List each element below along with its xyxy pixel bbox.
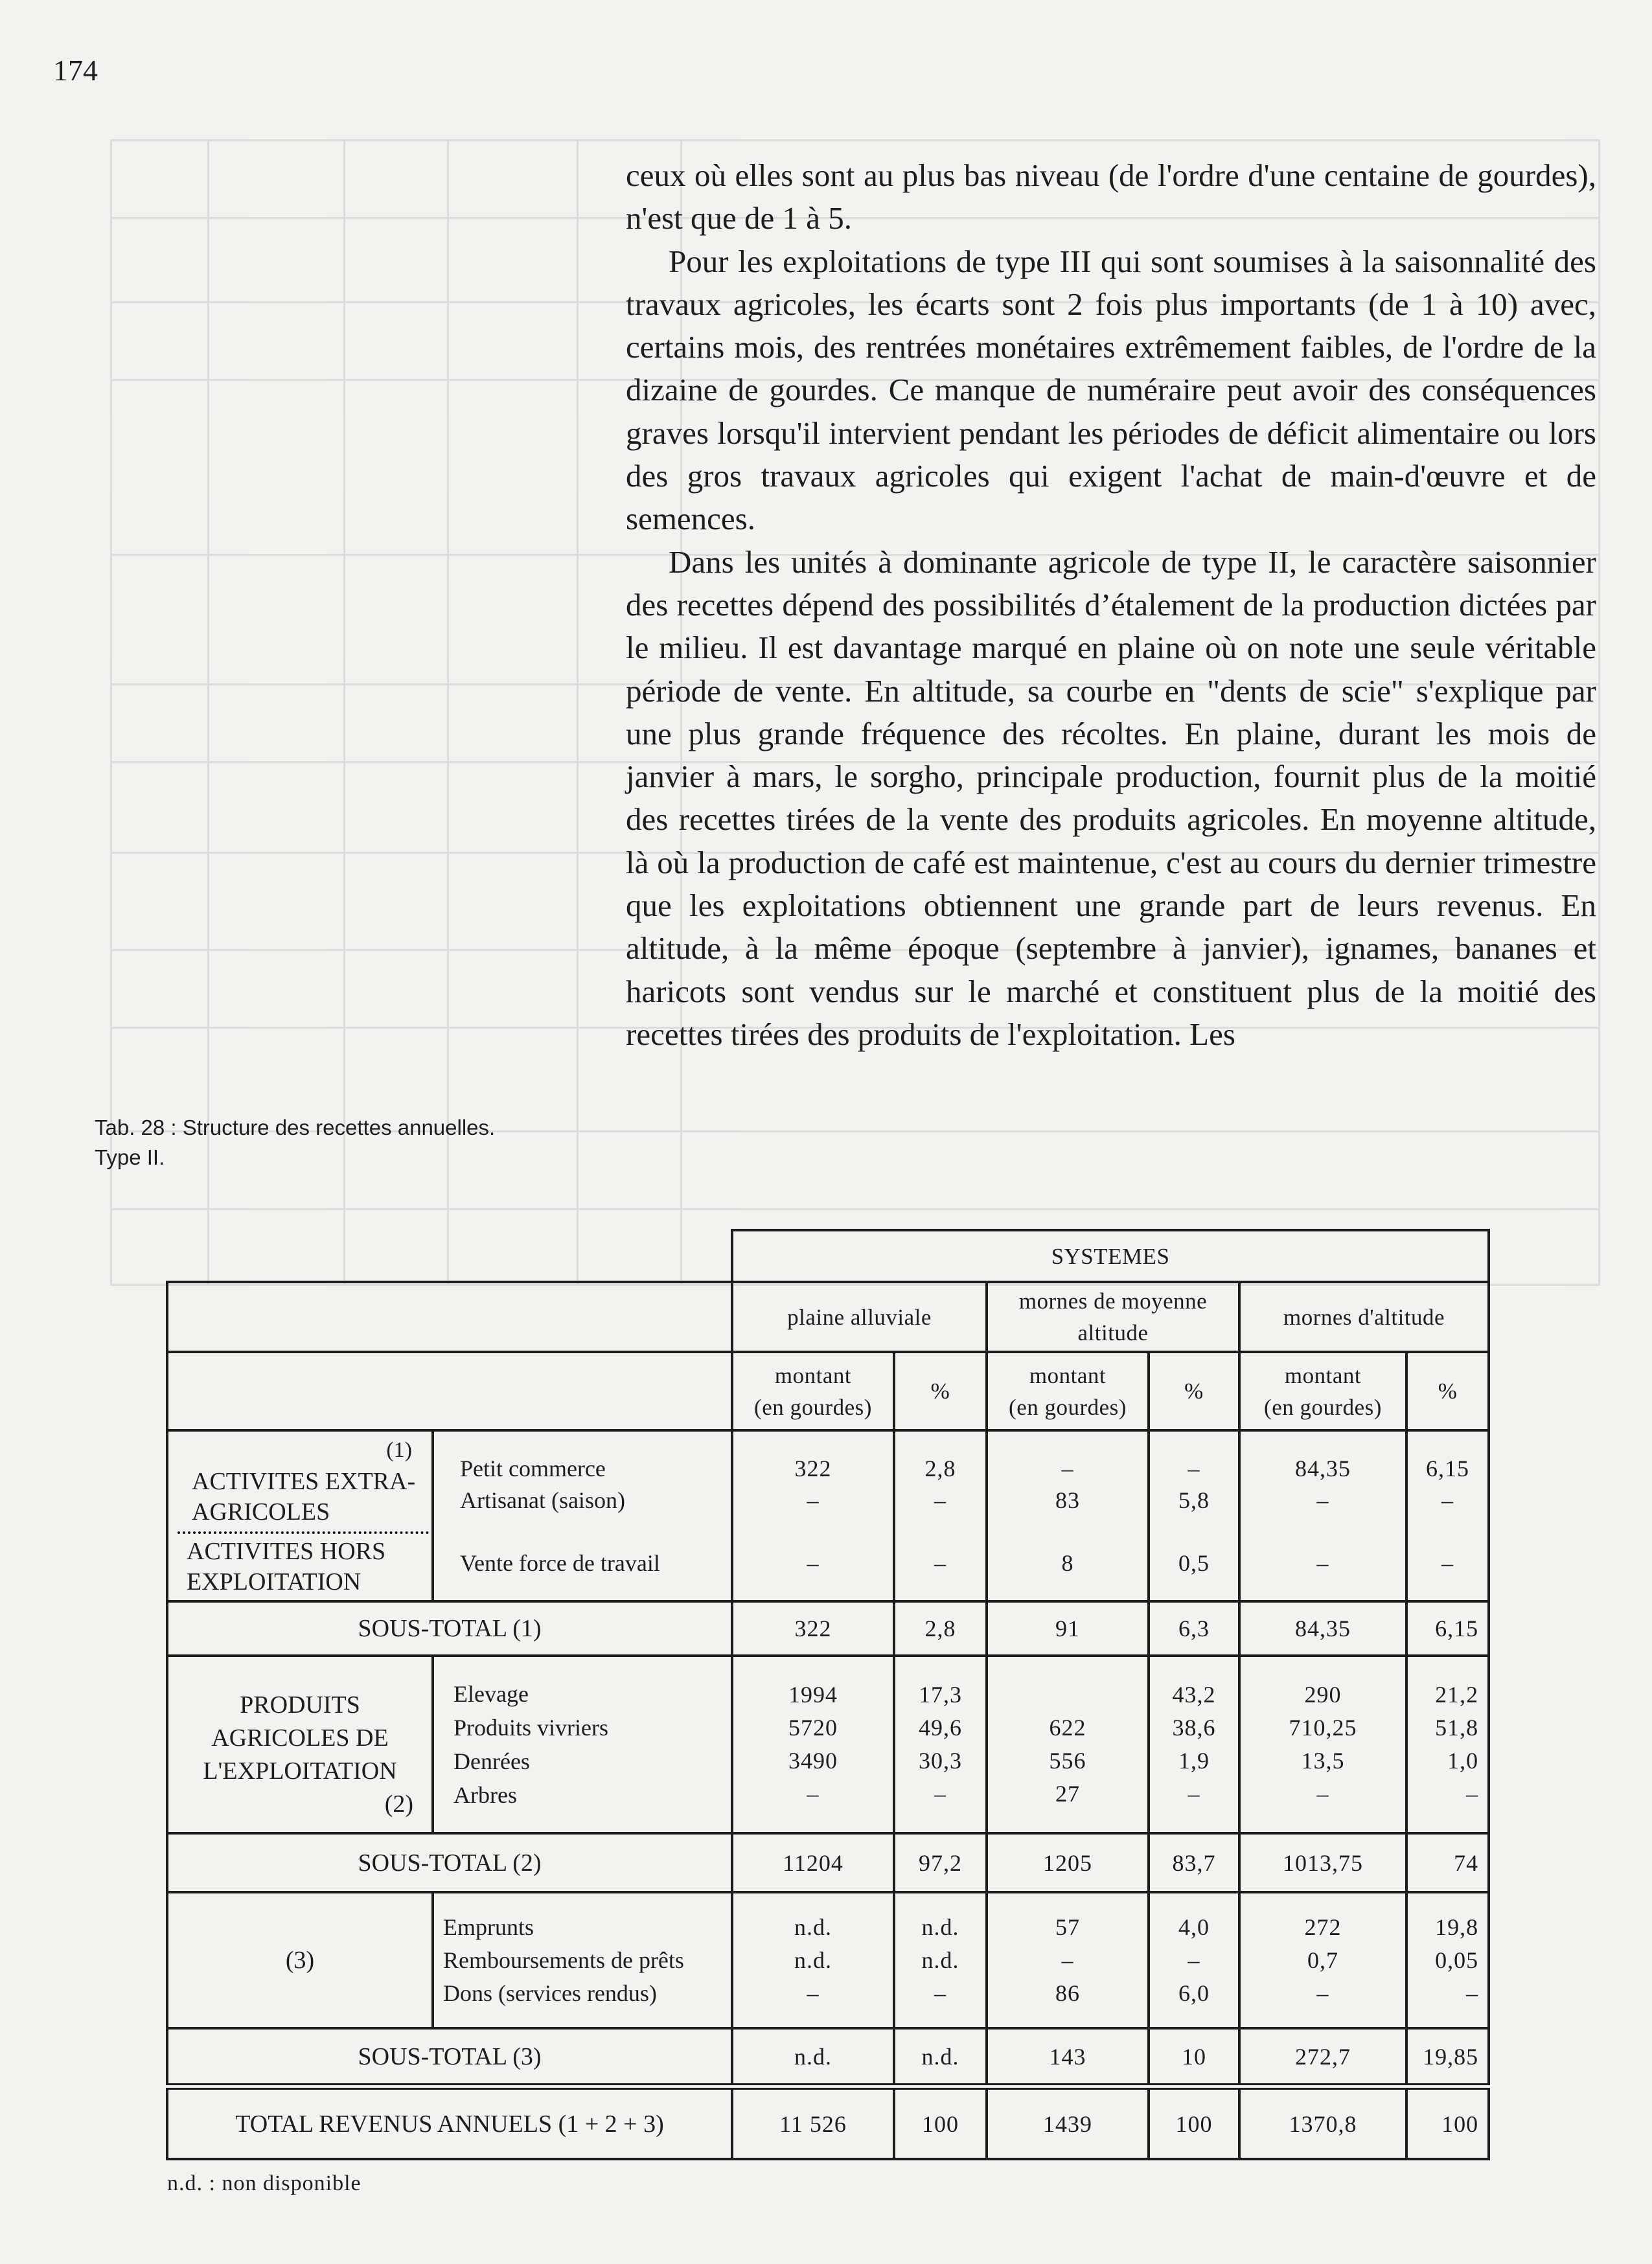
units-row (167, 1352, 1489, 1430)
subtotal2-label: SOUS-TOTAL (2) (167, 1833, 732, 1892)
systemes-header-row (167, 1230, 1489, 1282)
subtotal1-row (167, 1601, 1489, 1656)
group2-items: Elevage Produits vivriers Denrées Arbres (433, 1656, 732, 1833)
group3-plaine-montant: n.d. n.d. – (732, 1892, 894, 2028)
montant-header-plaine: montant (en gourdes) (732, 1352, 894, 1430)
subtotal3-plaine-percent: n.d. (894, 2028, 987, 2087)
group2-altitude-montant: 290 710,25 13,5 – (1239, 1656, 1406, 1833)
group1-altitude-montant: 84,35 – – (1239, 1430, 1406, 1601)
subtotal3-moyenne-percent: 10 (1149, 2028, 1239, 2087)
subtotal2-moyenne-percent: 83,7 (1149, 1833, 1239, 1892)
group3-moyenne-percent: 4,0 – 6,0 (1149, 1892, 1239, 2028)
paragraph-2: Pour les exploitations de type III qui sont soumises à la saisonnalité des travaux agricoles, les écarts sont 2 fois plus importants (de 1 à 10) avec, certains mois, des rentrées monétaires extrêmement faibles, de l'ordre de la dizaine de gourdes. Ce manque de numéraire peut avoir des conséquences graves lorsqu'il intervient pendant les périodes de déficit alimentaire ou lors des gros travaux agricoles qui exigent l'achat de main-d'œuvre et de semences. (626, 243, 1596, 537)
subtotal1-moyenne-percent: 6,3 (1149, 1601, 1239, 1656)
group1-plaine-percent: 2,8 – – (894, 1430, 987, 1601)
percent-header-altitude: % (1406, 1352, 1489, 1430)
caption-line-1: Tab. 28 : Structure des recettes annuelles. (95, 1115, 496, 1139)
total-moyenne-montant: 1439 (987, 2087, 1149, 2159)
subtotal1-label: SOUS-TOTAL (1) (167, 1601, 732, 1656)
subtotal2-altitude-montant: 1013,75 (1239, 1833, 1406, 1892)
total-plaine-percent: 100 (894, 2087, 987, 2159)
subtotal2-altitude-percent: 74 (1406, 1833, 1489, 1892)
group3-items: Emprunts Remboursements de prêts Dons (services rendus) (433, 1892, 732, 2028)
group2-plaine-percent: 17,3 49,6 30,3 – (894, 1656, 987, 1833)
group3-altitude-montant: 272 0,7 – (1239, 1892, 1406, 2028)
total-row (167, 2087, 1489, 2159)
caption-line-2: Type II. (95, 1145, 165, 1169)
subtotal2-plaine-percent: 97,2 (894, 1833, 987, 1892)
subtotal2-plaine-montant: 11204 (732, 1833, 894, 1892)
subtotal1-plaine-montant: 322 (732, 1601, 894, 1656)
body-text (626, 154, 1596, 1056)
total-moyenne-percent: 100 (1149, 2087, 1239, 2159)
subtotal3-row (167, 2028, 1489, 2087)
group2-moyenne-montant: 622 556 27 (987, 1656, 1149, 1833)
subtotal3-plaine-montant: n.d. (732, 2028, 894, 2087)
subtotal1-altitude-montant: 84,35 (1239, 1601, 1406, 1656)
footnote: n.d. : non disponible (167, 2171, 361, 2195)
total-label: TOTAL REVENUS ANNUELS (1 + 2 + 3) (167, 2087, 732, 2159)
paragraph-3: Dans les unités à dominante agricole de type II, le caractère saisonnier des recettes dépend des possibilités d’étalement de la production dictées par le milieu. Il est davantage marqué en plaine où on note une seule véritable période de vente. En altitude, sa courbe en "dents de scie" s'explique par une plus grande fréquence des récoltes. En plaine, durant les mois de janvier à mars, le sorgho, principale production, fournit plus de la moitié des recettes tirées de la vente des produits agricoles. En moyenne altitude, là où la production de café est maintenue, c'est au cours du dernier trimestre que les exploitations obtiennent une grande part de leurs revenus. En altitude, à la même époque (septembre à janvier), ignames, bananes et haricots sont vendus sur le marché et constituent plus de la moitié des recettes tirées des produits de l'exploitation. Les (626, 543, 1596, 1052)
montant-header-moyenne: montant (en gourdes) (987, 1352, 1149, 1430)
subtotal1-altitude-percent: 6,15 (1406, 1601, 1489, 1656)
montant-header-altitude: montant (en gourdes) (1239, 1352, 1406, 1430)
group1-altitude-percent: 6,15 – – (1406, 1430, 1489, 1601)
group3-moyenne-montant: 57 – 86 (987, 1892, 1149, 2028)
table-caption (95, 1113, 587, 1172)
subtotal3-altitude-percent: 19,85 (1406, 2028, 1489, 2087)
group3-plaine-percent: n.d. n.d. – (894, 1892, 987, 2028)
subtotal3-moyenne-montant: 143 (987, 2028, 1149, 2087)
group1-moyenne-montant: – 83 8 (987, 1430, 1149, 1601)
percent-header-moyenne: % (1149, 1352, 1239, 1430)
group3-label: (3) (167, 1892, 433, 2028)
group2-label: PRODUITS AGRICOLES DE L'EXPLOITATION (2) (167, 1656, 433, 1833)
group2-plaine-montant: 1994 5720 3490 – (732, 1656, 894, 1833)
subtotal3-altitude-montant: 272,7 (1239, 2028, 1406, 2087)
systems-row (167, 1282, 1489, 1352)
system-moyenne: mornes de moyenne altitude (987, 1282, 1239, 1352)
total-altitude-percent: 100 (1406, 2087, 1489, 2159)
group2-row (167, 1656, 1489, 1833)
subtotal1-plaine-percent: 2,8 (894, 1601, 987, 1656)
subtotal2-moyenne-montant: 1205 (987, 1833, 1149, 1892)
subtotal3-label: SOUS-TOTAL (3) (167, 2028, 732, 2087)
percent-header-plaine: % (894, 1352, 987, 1430)
group1-label: (1) ACTIVITES EXTRA-AGRICOLES ACTIVITES HORS EXPLOITATION (167, 1430, 433, 1601)
page-number: 174 (53, 54, 98, 87)
group3-altitude-percent: 19,8 0,05 – (1406, 1892, 1489, 2028)
group3-row (167, 1892, 1489, 2028)
total-altitude-montant: 1370,8 (1239, 2087, 1406, 2159)
group2-moyenne-percent: 43,2 38,6 1,9 – (1149, 1656, 1239, 1833)
subtotal2-row (167, 1833, 1489, 1892)
system-plaine: plaine alluviale (732, 1282, 987, 1352)
group1-items: Petit commerce Artisanat (saison) Vente force de travail (433, 1430, 732, 1601)
subtotal1-moyenne-montant: 91 (987, 1601, 1149, 1656)
group1-moyenne-percent: – 5,8 0,5 (1149, 1430, 1239, 1601)
group1-plaine-montant: 322 – – (732, 1430, 894, 1601)
total-plaine-montant: 11 526 (732, 2087, 894, 2159)
group1-row (167, 1430, 1489, 1601)
paragraph-1: ceux où elles sont au plus bas niveau (de l'ordre d'une centaine de gourdes), n'est que de 1 à 5. (626, 157, 1596, 236)
group2-altitude-percent: 21,2 51,8 1,0 – (1406, 1656, 1489, 1833)
systemes-header: SYSTEMES (732, 1230, 1489, 1282)
revenue-structure-table (166, 1229, 1490, 2160)
system-altitude: mornes d'altitude (1239, 1282, 1489, 1352)
